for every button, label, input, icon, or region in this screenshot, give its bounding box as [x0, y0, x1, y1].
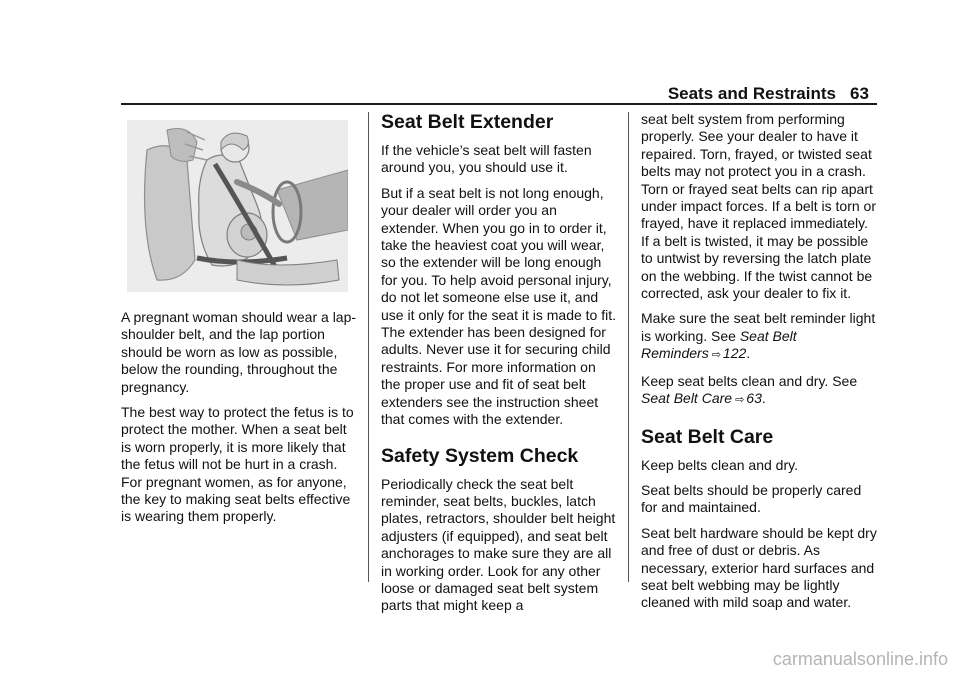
seat-belt-reminders-ref: Seat Belt Reminders [641, 327, 797, 362]
page-ref-arrow-icon: ⇨ [711, 349, 721, 362]
col3-paragraph-continued: seat belt system from performing properly. See your dealer to have it repaired. Torn, frayed, or twisted seat belts may not protect you in a crash. Torn or frayed seat belts can rip apart under impact forces. If a belt is torn or frayed, have it replaced immediately. If a belt is twisted, it may be possible to untwist by reversing the latch plate on the webbing. If the twist cannot be corrected, ask your dealer to fix it. [641, 111, 876, 302]
column-divider-left [368, 112, 369, 582]
heading-seat-belt-care: Seat Belt Care [641, 425, 774, 448]
col1-paragraph-2: The best way to protect the fetus is to protect the mother. When a seat belt is worn properly, it is more likely that the fetus will not be hurt in a crash. For pregnant women, as for anyone, the key to making seat belts effective is wearing them properly. [121, 404, 354, 525]
col1-paragraph-1: A pregnant woman should wear a lap-shoulder belt, and the lap portion should be worn as low as possible, below the rounding, throughout the pregnancy. [121, 309, 357, 395]
page-ref-arrow-icon: ⇨ [735, 394, 745, 407]
seat-belt-reminders-page: 122 [722, 345, 747, 362]
heading-safety-system-check: Safety System Check [381, 444, 579, 467]
column-1 [121, 309, 357, 534]
reminder-period: . [746, 345, 751, 362]
clean-period: . [761, 390, 766, 407]
col3-care-paragraph-1: Keep belts clean and dry. [641, 456, 798, 473]
column-3 [641, 111, 877, 620]
illustration-svg [127, 120, 348, 292]
col2-paragraph-3: Periodically check the seat belt reminder, seat belts, buckles, latch plates, retractors, shoulder belt height adjusters (if equipped), and seat belt anchorages to make sure they are all in working order. Look for any other loose or damaged seat belt system parts that might keep a [381, 475, 616, 614]
col3-care-paragraph-3: Seat belt hardware should be kept dry and free of dust or debris. As necessary, exterior hard surfaces and seat belt webbing may be lightly cleaned with mild soap and water. [641, 524, 877, 611]
seat-belt-care-link[interactable] [641, 390, 762, 406]
seat-belt-care-ref: Seat Belt Care [641, 390, 733, 407]
page-number: 63 [850, 84, 869, 103]
reminder-text: Make sure the seat belt reminder light is working. See [641, 310, 876, 344]
seat-belt-care-page: 63 [746, 390, 762, 407]
column-divider-right [628, 112, 629, 582]
pregnant-woman-seatbelt-illustration [127, 120, 348, 292]
header-rule [121, 103, 877, 105]
col3-care-paragraph-2: Seat belts should be properly cared for and maintained. [641, 481, 862, 516]
column-2 [381, 111, 617, 623]
col3-reminder-paragraph [641, 310, 877, 364]
section-title: Seats and Restraints [667, 84, 836, 103]
heading-seat-belt-extender: Seat Belt Extender [381, 111, 554, 133]
clean-text: Keep seat belts clean and dry. See [641, 372, 858, 389]
watermark: carmanualsonline.info [772, 649, 948, 669]
col2-paragraph-2: But if a seat belt is not long enough, your dealer will order you an extender. When you go in to order it, take the heaviest coat you will wear, so the extender will be long enough for you. To help avoid personal injury, do not let someone else use it, and use it only for the seat it is made to fit. The extender has been designed for adults. Never use it for securing child restraints. For more information on the proper use and fit of seat belt extenders see the instruction sheet that comes with the extender. [381, 184, 616, 428]
col3-clean-paragraph [641, 373, 877, 410]
col2-paragraph-1: If the vehicle’s seat belt will fasten around you, you should use it. [381, 142, 592, 176]
